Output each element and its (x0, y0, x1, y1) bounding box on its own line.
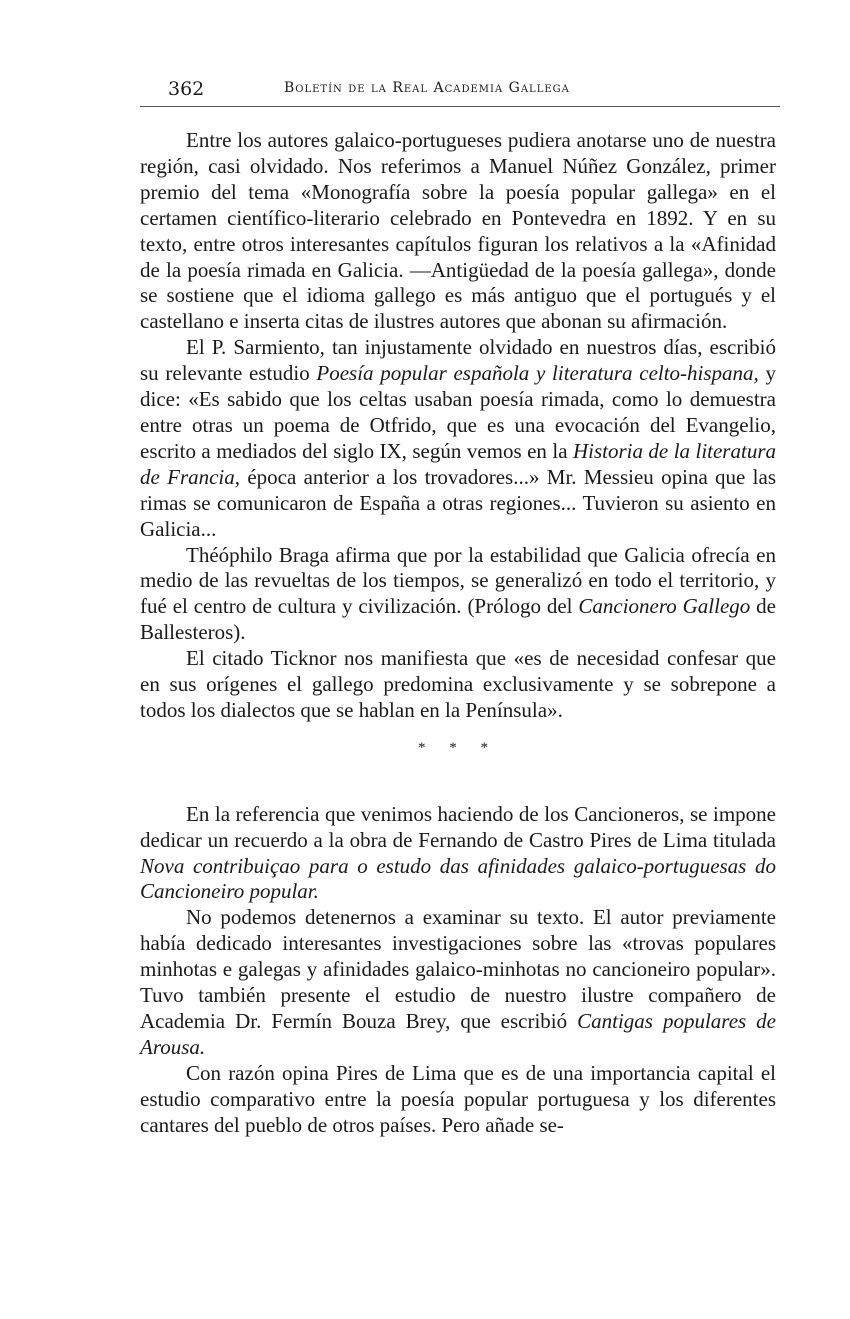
running-title: Boletín de la Real Academia Gallega (284, 80, 570, 96)
paragraph-nunez (140, 128, 776, 335)
page-header (140, 76, 780, 102)
header-rule (140, 106, 780, 107)
work-title: Cantigas populares de Arousa. (140, 1009, 776, 1059)
work-title: Historia de la literatura de Francia, (140, 438, 776, 489)
paragraph-sarmiento (140, 335, 776, 542)
paragraph-text: Théóphilo Braga afirma que por la estabilidad que Galicia ofrecía en medio de las revueltas de los tiempos, se generalizó en todo el territorio, y fué el centro de cultura y civilización. (Prólogo del (140, 542, 776, 619)
work-title: Cancionero Gallego (578, 594, 751, 619)
page-number: 362 (168, 78, 205, 100)
paragraph-braga (140, 543, 776, 647)
paragraph-examination (140, 905, 776, 1060)
section-separator: * * * (418, 739, 498, 756)
body-text (140, 128, 776, 1139)
paragraph-text: En la referencia que venimos haciendo de los Cancioneros, se impone dedicar un recuerdo a la obra de Fernando de Castro Pires de Lima titulada (140, 801, 776, 852)
paragraph-text: época anterior a los trovadores...» Mr. Messieu opina que las rimas se comunicaron de España a otras regiones... Tuvieron su asiento en Galicia... (140, 464, 776, 541)
paragraph-text: Con razón opina Pires de Lima que es de una importancia capital el estudio comparativo entre la poesía popular portuguesa y los diferentes cantares del pueblo de otros países. Pero añade se- (140, 1060, 776, 1137)
paragraph-ticknor (140, 646, 776, 724)
paragraph-pires-de-lima (140, 802, 776, 906)
paragraph-text: y dice: «Es sabido que los celtas usaban poesía rimada, como lo demuestra entre otras un poema de Otfrido, que es una evocación del Evangelio, escrito a mediados del siglo IX, según vemos en la (140, 361, 777, 463)
work-title: Poesía popular española y literatura celto-hispana, (316, 361, 759, 386)
work-title: Nova contribuiçao para o estudo das afinidades galaico-portuguesas do Cancioneiro popular. (140, 853, 776, 904)
paragraph-text: No podemos detenernos a examinar su texto. El autor previamente había dedicado interesantes investigaciones sobre las «trovas populares minhotas e galegas y afinidades galaico-minhotas no cancioneiro popular». Tuvo también presente el estudio de nuestro ilustre compañero de Academia Dr. Fermín Bouza Brey, que escribió (140, 905, 776, 1033)
paragraph-text: Entre los autores galaico-portugueses pudiera anotarse uno de nuestra región, casi olvidado. Nos referimos a Manuel Núñez González, primer premio del tema «Monografía sobre la poesía popular gallega» en el certamen científico-literario celebrado en Pontevedra en 1892. Y en su texto, entre otros interesantes capítulos figuran los relativos a la «Afinidad de la poesía rimada en Galicia. —Antigüedad de la poesía gallega», donde se sostiene que el idioma gallego es más antiguo que el portugués y el castellano e inserta citas de ilustres autores que abonan su afirmación. (140, 128, 776, 334)
paragraph-text: El P. Sarmiento, tan injustamente olvidado en nuestros días, escribió su relevante estudio (140, 335, 776, 386)
paragraph-text: El citado Ticknor nos manifiesta que «es de necesidad confesar que en sus orígenes el gallego predomina exclusivamente y se sobrepone a todos los dialectos que se hablan en la Península». (140, 646, 776, 722)
paragraph-comparative-study (140, 1061, 776, 1139)
paragraph-text: de Ballesteros). (140, 594, 776, 645)
